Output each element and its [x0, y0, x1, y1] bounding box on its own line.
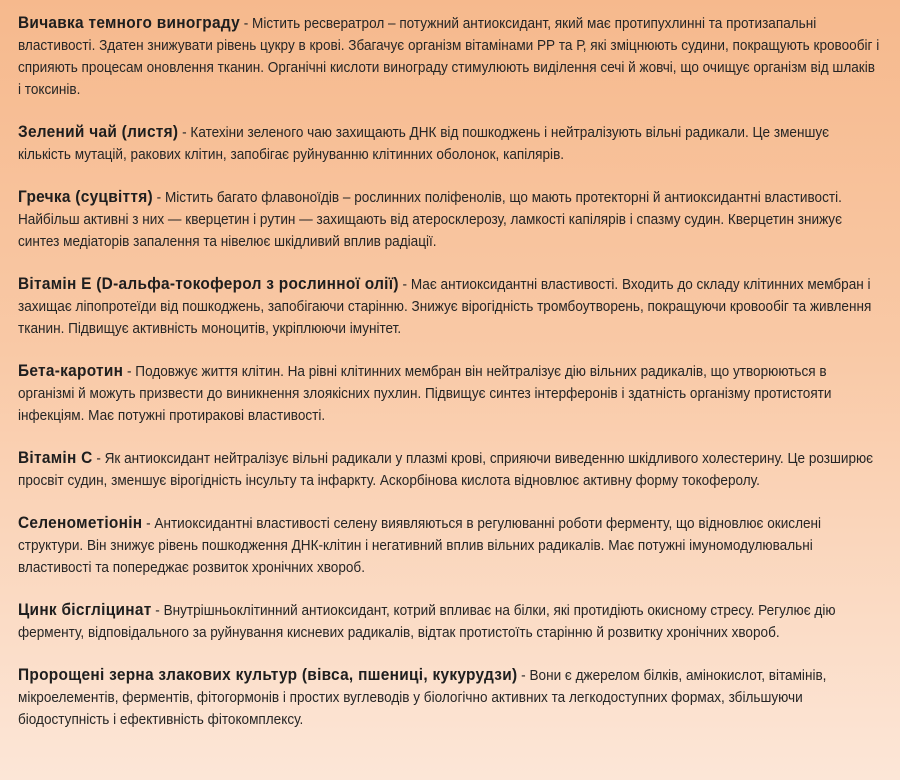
ingredient-entry [18, 360, 880, 427]
ingredient-description: - Містить багато флавоноїдів – рослинних поліфенолів, що мають протекторні й антиоксидантні властивості. Найбільш активні з них — кверцетин і рутин — захищають від атеросклерозу, ламкості капілярів і спазму судин. Кверцетин знижує синтез медіаторів запалення та нівелює шкідливий вплив радіації. [18, 190, 843, 250]
ingredient-name: Цинк бісгліцинат [18, 600, 152, 619]
ingredient-entry [18, 121, 880, 166]
ingredient-name: Вичавка темного винограду [18, 13, 240, 32]
ingredient-description: - Катехіни зеленого чаю захищають ДНК від пошкоджень і нейтралізують вільні радикали. Це зменшує кількість мутацій, ракових клітин, запобігає руйнуванню клітинних оболонок, капілярів. [18, 125, 830, 163]
ingredient-description: - Має антиоксидантні властивості. Входить до складу клітинних мембран і захищає ліпопротеїди від пошкоджень, запобігаючи старінню. Знижує вірогідність тромбоутворень, покращуючи кровообіг та живлення тканин. Підвищує активність моноцитів, укріплюючи імунітет. [18, 277, 872, 337]
ingredient-name: Пророщені зерна злакових культур (вівса, пшениці, кукурудзи) [18, 665, 518, 684]
ingredients-list [18, 12, 880, 751]
ingredient-description: - Як антиоксидант нейтралізує вільні радикали у плазмі крові, сприяючи виведенню шкідливого холестерину. Це розширює просвіт судин, зменшує вірогідність інсульту та інфаркту. Аскорбінова кислота відновлює активну форму токоферолу. [18, 451, 874, 489]
ingredient-entry [18, 273, 880, 340]
ingredient-name: Гречка (суцвіття) [18, 187, 153, 206]
ingredient-entry [18, 664, 880, 731]
ingredient-entry [18, 186, 880, 253]
ingredient-description: - Внутрішньоклітинний антиоксидант, котрий впливає на білки, які протидіють окисному стресу. Регулює дію ферменту, відповідального за руйнування кисневих радикалів, відтак протистоїть старінню й розвитку хронічних хвороб. [18, 603, 836, 641]
ingredient-entry [18, 512, 880, 579]
ingredient-entry [18, 12, 880, 101]
ingredient-entry [18, 447, 880, 492]
ingredient-name: Вітамін С [18, 448, 93, 467]
ingredient-entry [18, 599, 880, 644]
ingredient-description: - Антиоксидантні властивості селену виявляються в регулюванні роботи ферменту, що відновлює окислені структури. Він знижує рівень пошкодження ДНК-клітин і негативний вплив вільних радикалів. Має потужні імуномодулювальні властивості та попереджає розвиток хронічних хвороб. [18, 516, 822, 576]
ingredient-description: - Подовжує життя клітин. На рівні клітинних мембран він нейтралізує дію вільних радикалів, що утворюються в організмі й можуть призвести до виникнення злоякісних пухлин. Підвищує синтез інтерферонів і здатність організму протистояти інфекціям. Має потужні протиракові властивості. [18, 364, 832, 424]
ingredient-name: Бета-каротин [18, 361, 124, 380]
ingredient-description: - Вони є джерелом білків, амінокислот, вітамінів, мікроелементів, ферментів, фітогормонів і простих вуглеводів у біологічно активних та легкодоступних формах, збільшуючи біодоступність і ефективність фітокомплексу. [18, 668, 827, 728]
ingredient-description: - Містить ресвератрол – потужний антиоксидант, який має протипухлинні та протизапальні властивості. Здатен знижувати рівень цукру в крові. Збагачує організм вітамінами РР та Р, які зміцнюють судини, покращують кровообіг і сприяють процесам оновлення тканин. Органічні кислоти винограду стимулюють виділення сечі й жовчі, що очищує організм від шлаків і токсинів. [18, 16, 880, 98]
ingredient-name: Вітамін Е (D-альфа-токоферол з рослинної олії) [18, 274, 399, 293]
ingredient-name: Селенометіонін [18, 513, 143, 532]
ingredient-name: Зелений чай (листя) [18, 122, 179, 141]
